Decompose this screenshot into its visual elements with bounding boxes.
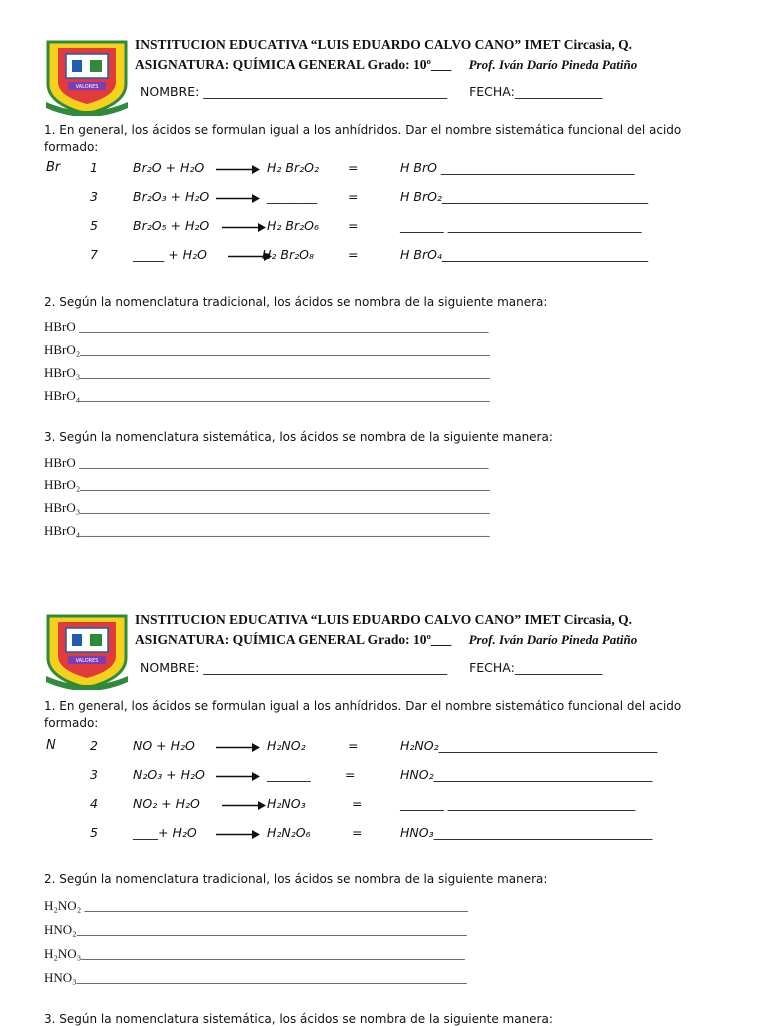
equals-sign: = [348,189,359,204]
q2-title: 2. Según la nomenclatura tradicional, los ácidos se nombra de la siguiente manera: [44,295,548,309]
school-crest-logo [44,38,130,116]
subject-label: ASIGNATURA: QUÍMICA GENERAL Grado: 10º [135,632,431,647]
reaction-arrow-icon [216,829,260,840]
answer-field[interactable]: _______ _______________________________ [400,218,642,233]
answer-field[interactable]: HNO₂___________________________________ [400,767,653,782]
product[interactable]: H₂ Br₂O₈ [262,247,314,262]
oxidation-number: 1 [90,160,98,175]
reactants: NO + H₂O [133,738,195,753]
oxidation-number: 5 [90,218,98,233]
q1-text-cont: formado: [44,140,99,154]
oxidation-number: 3 [90,189,98,204]
institution-title: INSTITUCION EDUCATIVA “LUIS EDUARDO CALVO CANO” IMET Circasia, Q. [135,612,633,627]
equals-sign: = [345,767,356,782]
q3-title: 3. Según la nomenclatura sistemática, los ácidos se nombra de la siguiente manera: [44,430,553,444]
oxidation-number: 5 [90,825,98,840]
answer-field[interactable]: _______ ______________________________ [400,796,636,811]
answer-field[interactable]: H BrO₂_________________________________ [400,189,649,204]
answer-row[interactable]: HBrO₂_______________________________________________________________ [44,342,490,357]
answer-row[interactable]: HBrO₄_______________________________________________________________ [44,523,490,538]
name-field[interactable]: _______________________________________ [203,660,448,675]
product[interactable]: ________ [267,189,317,204]
reactants: NO₂ + H₂O [133,796,200,811]
name-row [140,84,602,99]
answer-row[interactable]: HBrO₂_______________________________________________________________ [44,477,490,492]
product[interactable]: _______ [267,767,311,782]
answer-field[interactable]: H BrO _______________________________ [400,160,635,175]
reaction-arrow-icon [216,771,260,782]
name-field[interactable]: _______________________________________ [203,84,448,99]
oxidation-number: 4 [90,796,98,811]
name-label: NOMBRE: [140,660,200,675]
grade-blank[interactable]: ___ [430,632,452,647]
subject-line [135,632,637,648]
answer-row[interactable]: HBrO₃_______________________________________________________________ [44,500,490,515]
name-label: NOMBRE: [140,84,200,99]
reaction-arrow-icon [216,164,260,175]
equals-sign: = [348,247,359,262]
teacher-signature: Prof. Iván Darío Pineda Patiño [468,57,638,72]
reactants: Br₂O₅ + H₂O [133,218,210,233]
answer-row[interactable]: HBrO₄_______________________________________________________________ [44,388,490,403]
reactants: ____+ H₂O [133,825,197,840]
oxidation-number: 3 [90,767,98,782]
date-field[interactable]: ______________ [514,84,603,99]
school-crest-logo [44,612,130,690]
product[interactable]: H₂N₂O₆ [267,825,311,840]
oxidation-number: 2 [90,738,98,753]
answer-row[interactable]: HNO₃____________________________________________________________ [44,970,467,985]
equals-sign: = [348,160,359,175]
institution-title: INSTITUCION EDUCATIVA “LUIS EDUARDO CALVO CANO” IMET Circasia, Q. [135,37,633,52]
answer-row[interactable]: HBrO₃_______________________________________________________________ [44,365,490,380]
answer-field[interactable]: H BrO₄_________________________________ [400,247,649,262]
svg-text:VALORES: VALORES [75,84,99,90]
oxidation-number: 7 [90,247,98,262]
date-label: FECHA: [469,84,515,99]
reactants: Br₂O₃ + H₂O [133,189,210,204]
date-field[interactable]: ______________ [514,660,603,675]
q1-text-cont: formado: [44,716,99,730]
reaction-arrow-icon [216,193,260,204]
equals-sign: = [348,218,359,233]
answer-field[interactable]: HNO₃___________________________________ [400,825,653,840]
svg-text:VALORES: VALORES [75,658,99,664]
answer-row[interactable]: HNO₂____________________________________________________________ [44,922,467,937]
subject-label: ASIGNATURA: QUÍMICA GENERAL Grado: 10º [135,57,431,72]
reaction-arrow-icon [216,742,260,753]
subject-line [135,57,637,73]
date-label: FECHA: [469,660,515,675]
equals-sign: = [348,738,359,753]
answer-field[interactable]: H₂NO₂___________________________________ [400,738,658,753]
q1-text: 1. En general, los ácidos se formulan igual a los anhídridos. Dar el nombre sistemático funcional del acido [44,699,682,713]
reaction-arrow-icon [222,222,266,233]
teacher-signature: Prof. Iván Darío Pineda Patiño [468,632,638,647]
name-row [140,660,602,675]
q1-text: 1. En general, los ácidos se formulan igual a los anhídridos. Dar el nombre sistemática funcional del acido [44,123,682,137]
reactants: _____ + H₂O [133,247,207,262]
grade-blank[interactable]: ___ [430,57,452,72]
reactants: Br₂O + H₂O [133,160,205,175]
equals-sign: = [352,825,363,840]
q2-title: 2. Según la nomenclatura tradicional, los ácidos se nombra de la siguiente manera: [44,872,548,886]
q1-element: N [46,738,56,753]
equals-sign: = [352,796,363,811]
q3-title: 3. Según la nomenclatura sistemática, los ácidos se nombra de la siguiente manera: [44,1012,553,1026]
answer-row[interactable]: HBrO _______________________________________________________________ [44,319,489,334]
answer-row[interactable]: HBrO _______________________________________________________________ [44,455,489,470]
q1-element: Br [46,160,61,175]
reactants: N₂O₃ + H₂O [133,767,205,782]
answer-row[interactable]: H₂NO₂ ___________________________________________________________ [44,898,468,913]
reaction-arrow-icon [222,800,266,811]
answer-row[interactable]: H₂NO₃___________________________________________________________ [44,946,465,961]
product[interactable]: H₂NO₂ [267,738,306,753]
product[interactable]: H₂ Br₂O₆ [267,218,319,233]
product[interactable]: H₂NO₃ [267,796,306,811]
product[interactable]: H₂ Br₂O₂ [267,160,319,175]
